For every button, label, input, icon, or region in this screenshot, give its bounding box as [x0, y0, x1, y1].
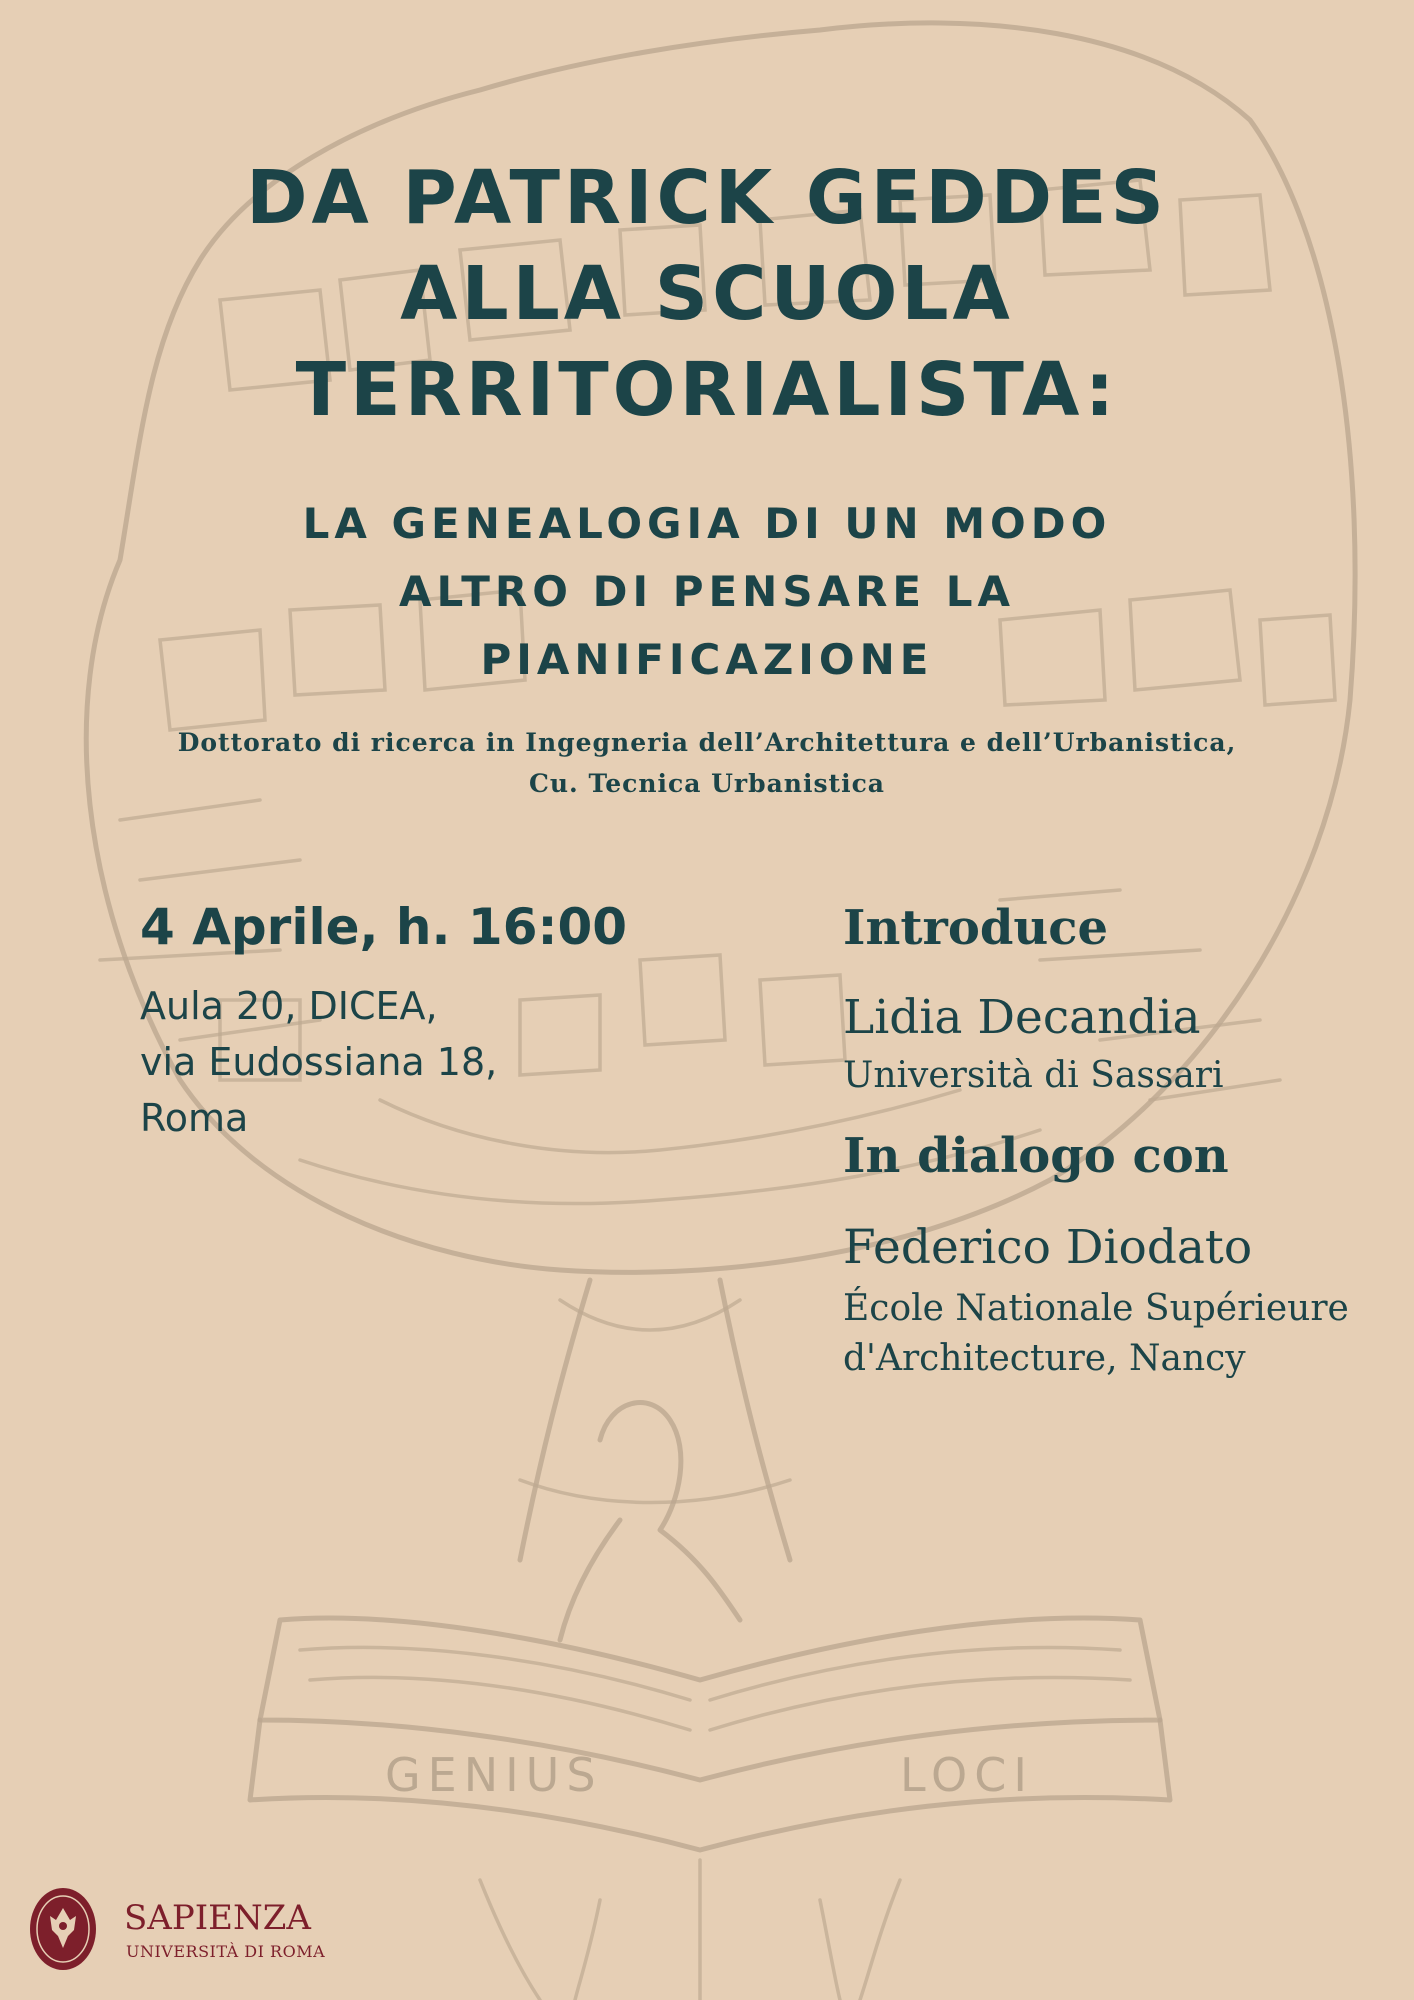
subtitle-line: PIANIFICAZIONE [480, 635, 934, 684]
title-line: ALLA SCUOLA [400, 251, 1014, 337]
guest-affiliation-line: École Nationale Supérieure [843, 1288, 1349, 1329]
introducer-name: Lidia Decandia [843, 990, 1201, 1045]
motto-genius: GENIUS [385, 1748, 603, 1802]
guest-affiliation-line: d'Architecture, Nancy [843, 1338, 1246, 1379]
title-line: DA PATRICK GEDDES [246, 155, 1168, 241]
title-line: TERRITORIALISTA: [295, 347, 1119, 433]
venue-line: Aula 20, DICEA, [140, 984, 438, 1028]
subtitle-line: ALTRO DI PENSARE LA [398, 567, 1016, 616]
university-name: SAPIENZA [124, 1898, 311, 1938]
sapienza-logo [28, 1886, 328, 1976]
event-venue [140, 978, 497, 1146]
introduce-label: Introduce [843, 900, 1109, 956]
introducer-affiliation: Università di Sassari [843, 1055, 1224, 1096]
university-subtitle: UNIVERSITÀ DI ROMA [126, 1942, 326, 1961]
subtitle-line: LA GENEALOGIA DI UN MODO [302, 499, 1112, 548]
guest-affiliation [843, 1284, 1349, 1384]
program-line: Dottorato di ricerca in Ingegneria dell’Architettura e dell’Urbanistica, [177, 728, 1237, 757]
university-seal-icon [28, 1886, 98, 1972]
event-title [80, 150, 1334, 438]
guest-name: Federico Diodato [843, 1220, 1253, 1275]
venue-line: Roma [140, 1096, 249, 1140]
doctoral-program [80, 722, 1334, 804]
event-subtitle [120, 490, 1294, 694]
venue-line: via Eudossiana 18, [140, 1040, 498, 1084]
event-date-time: 4 Aprile, h. 16:00 [140, 898, 628, 956]
program-line: Cu. Tecnica Urbanistica [528, 769, 885, 798]
motto-loci: LOCI [900, 1748, 1034, 1802]
dialogue-label: In dialogo con [843, 1128, 1229, 1184]
